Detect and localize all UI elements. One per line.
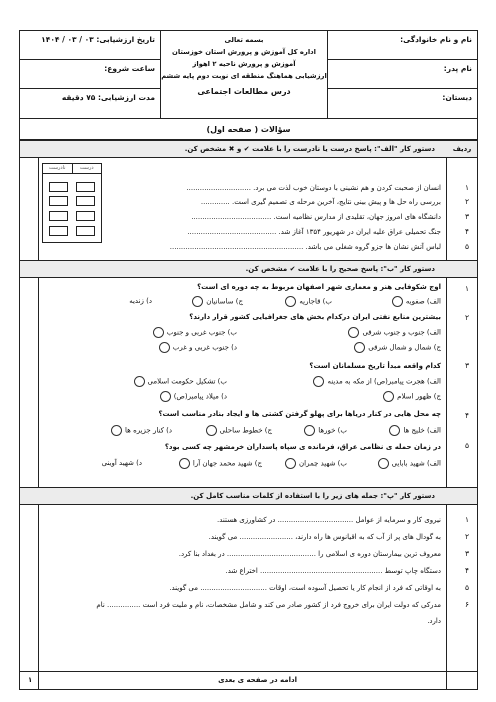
option[interactable] bbox=[189, 296, 243, 308]
row-number: ۴ bbox=[464, 227, 469, 236]
section-c-header bbox=[20, 487, 477, 505]
question-number: ۱ bbox=[464, 284, 469, 293]
fill-blank-sentence: مدرکی که دولت ایران برای خروج فرد از کشور صادر می کند و شامل مشخصات، نام و ملیت فرد است ............... نام bbox=[96, 601, 441, 609]
radio-circle[interactable] bbox=[354, 342, 365, 353]
radio-circle[interactable] bbox=[304, 425, 315, 436]
option[interactable] bbox=[203, 425, 272, 437]
page-footer bbox=[20, 671, 477, 689]
section-c-title: دستور کار "پ": جمله های زیر را با استفاده از کلمات مناسب کامل کن. bbox=[190, 492, 435, 500]
radio-circle[interactable] bbox=[159, 342, 170, 353]
false-label: نادرست bbox=[43, 164, 73, 173]
org-title: اداره کل آموزش و پرورش استان خوزستان bbox=[172, 48, 316, 56]
radio-circle[interactable] bbox=[313, 376, 324, 387]
question-text: چه محل هایی در کنار دریاها برای پهلو گرفتن کشتی ها و ایجاد بنادر مناسب است؟ bbox=[158, 410, 441, 418]
option[interactable] bbox=[380, 391, 441, 403]
option[interactable] bbox=[131, 376, 227, 388]
subject-title: درس مطالعات اجتماعی bbox=[197, 87, 291, 96]
tf-statement: لباس آتش نشان ها جزو گروه شغلی می باشد. ............................................................ bbox=[169, 243, 441, 251]
radio-circle[interactable] bbox=[392, 296, 403, 307]
questions-title: سؤالات ( صفحه اول) bbox=[20, 119, 477, 140]
option[interactable] bbox=[129, 296, 152, 307]
row-column-divider bbox=[446, 140, 447, 689]
option[interactable] bbox=[386, 425, 441, 437]
father-name-field: نام پدر: bbox=[328, 60, 477, 89]
option[interactable] bbox=[345, 327, 441, 339]
option[interactable] bbox=[282, 296, 332, 308]
true-checkbox[interactable] bbox=[76, 226, 95, 236]
true-checkbox[interactable] bbox=[76, 211, 95, 221]
fill-blank-sentence-continued: دارد. bbox=[427, 617, 441, 625]
tf-statement: دانشگاه های امروز جهان، تقلیدی از مدارس نظامیه است. .................................... bbox=[191, 213, 441, 221]
radio-circle[interactable] bbox=[206, 425, 217, 436]
row-number: ۲ bbox=[464, 532, 469, 541]
false-checkbox[interactable] bbox=[49, 211, 68, 221]
row-column-header: ردیف bbox=[452, 145, 472, 153]
question-number: ۴ bbox=[464, 411, 469, 420]
question-text: در زمان حمله ی نظامی عراق، فرمانده ی سپاه پاسداران خرمشهر چه کسی بود؟ bbox=[164, 443, 441, 451]
radio-circle[interactable] bbox=[153, 327, 164, 338]
option-label: د) جنوب غربی و غرب bbox=[172, 343, 237, 352]
exam-date: تاریخ ارزشیابی: ۰۳ / ۰۳ / ۱۴۰۴ bbox=[20, 31, 160, 60]
option-label: الف) خلیج ها bbox=[403, 426, 441, 435]
continue-note: ادامه در صفحه ی بعدی bbox=[218, 676, 297, 684]
option[interactable] bbox=[176, 458, 262, 470]
section-a-title: دستور کار "الف": پاسخ درست یا نادرست را با علامت ✔ و ✖ مشخص کن. bbox=[184, 145, 435, 153]
option-label: الف) صفویه bbox=[405, 297, 441, 306]
radio-circle[interactable] bbox=[285, 296, 296, 307]
false-checkbox[interactable] bbox=[49, 226, 68, 236]
row-number: ۵ bbox=[464, 242, 469, 251]
fill-blank-sentence: به گودال های پر از آب که به اقیانوس ها راه دارند، ........................ می گویند. bbox=[208, 533, 441, 541]
option[interactable] bbox=[389, 296, 441, 308]
option-label: د) کنار جزیره ها bbox=[125, 426, 172, 435]
option-label: ب) جنوب غربی و جنوب bbox=[166, 328, 237, 337]
option-label: ج) ظهور اسلام bbox=[397, 392, 441, 401]
true-checkbox[interactable] bbox=[76, 196, 95, 206]
exam-sheet bbox=[19, 30, 478, 690]
section-b-header bbox=[20, 260, 477, 278]
true-checkbox[interactable] bbox=[76, 182, 95, 192]
option-label: ب) خورها bbox=[318, 426, 347, 435]
option[interactable] bbox=[156, 342, 237, 354]
radio-circle[interactable] bbox=[179, 458, 190, 469]
row-number: ۳ bbox=[464, 212, 469, 221]
option-label: د) زندیه bbox=[129, 297, 152, 305]
option[interactable] bbox=[157, 391, 227, 403]
exam-title: ارزشیابی هماهنگ منطقه ای نوبت دوم پایه ششم bbox=[161, 72, 327, 80]
option[interactable] bbox=[375, 458, 441, 470]
option[interactable] bbox=[282, 458, 347, 470]
radio-circle[interactable] bbox=[389, 425, 400, 436]
bismillah: بسمه تعالی bbox=[224, 36, 264, 44]
exam-header bbox=[20, 31, 477, 119]
false-checkbox[interactable] bbox=[49, 182, 68, 192]
radio-circle[interactable] bbox=[160, 391, 171, 402]
question-text: بیشترین منابع نفتی ایران درکدام بخش های جغرافیایی کشور قرار دارند؟ bbox=[189, 313, 441, 321]
option-label: الف) جنوب و جنوب شرقی bbox=[362, 328, 441, 337]
student-name-field: نام و نام خانوادگی: bbox=[328, 31, 477, 60]
tf-grid-header bbox=[43, 164, 101, 174]
score-column-divider bbox=[38, 140, 39, 689]
radio-circle[interactable] bbox=[134, 376, 145, 387]
exam-meta bbox=[20, 31, 160, 119]
option[interactable] bbox=[108, 425, 172, 437]
section-a-header bbox=[20, 140, 477, 158]
question-number: ۵ bbox=[464, 441, 469, 450]
tf-statement: انسان از صحبت کردن و هم نشینی با دوستان خوب لذت می برد. ............................. bbox=[186, 184, 441, 192]
option-label: د) میلاد پیامبر(ص) bbox=[173, 392, 227, 401]
true-label: درست bbox=[79, 165, 94, 171]
radio-circle[interactable] bbox=[383, 391, 394, 402]
option[interactable] bbox=[351, 342, 441, 354]
option[interactable] bbox=[301, 425, 347, 437]
radio-circle[interactable] bbox=[348, 327, 359, 338]
false-checkbox[interactable] bbox=[49, 196, 68, 206]
row-number: ۱ bbox=[464, 183, 469, 192]
start-time: ساعت شروع: bbox=[20, 60, 160, 89]
student-info bbox=[327, 31, 477, 119]
fill-blank-sentence: معروف ترین بیمارستان دوره ی اسلامی را ........................................ در بغداد بنا کرد. bbox=[178, 550, 441, 558]
row-number: ۵ bbox=[464, 583, 469, 592]
row-number: ۱ bbox=[464, 515, 469, 524]
question-number: ۲ bbox=[464, 313, 469, 322]
option[interactable] bbox=[150, 327, 237, 339]
radio-circle[interactable] bbox=[192, 296, 203, 307]
row-number: ۳ bbox=[464, 549, 469, 558]
school-field: دبستان: bbox=[442, 93, 472, 102]
option-label: ب) تشکیل حکومت اسلامی bbox=[147, 377, 227, 386]
exam-duration: مدت ارزشیابی: ۷۵ دقیقه bbox=[61, 93, 155, 102]
question-text: کدام واقعه مبدأ تاریخ مسلمانان است؟ bbox=[309, 362, 441, 370]
option-label: ج) ساسانیان bbox=[206, 297, 243, 306]
true-false-grid bbox=[42, 163, 102, 243]
tf-statement: بررسی راه حل ها و پیش بینی نتایج، آخرین مرحله ی تصمیم گیری است. ............. bbox=[200, 198, 441, 206]
option-label: ج) شمال و شمال شرقی bbox=[368, 343, 441, 352]
tf-statement: جنگ تحمیلی عراق علیه ایران در شهریور ۱۳۵۴ آغاز شد. ........................................ bbox=[187, 228, 441, 236]
row-number: ۶ bbox=[464, 600, 469, 609]
option[interactable] bbox=[310, 376, 441, 388]
section-b-title: دستور کار "ب": پاسخ صحیح را با علامت ✔ مشخص کن. bbox=[245, 265, 435, 273]
option-label: ب) قاجاریه bbox=[299, 297, 332, 306]
fill-blank-sentence: دستگاه چاپ توسط ....................................................... اختراع شد. bbox=[225, 567, 441, 575]
row-number: ۴ bbox=[464, 566, 469, 575]
row-number: ۲ bbox=[464, 197, 469, 206]
radio-circle[interactable] bbox=[378, 458, 389, 469]
option-label: ب) شهید چمران bbox=[299, 459, 347, 468]
exam-org-info bbox=[160, 31, 327, 119]
option-label: ج) خطوط ساحلی bbox=[219, 426, 272, 435]
question-number: ۳ bbox=[464, 361, 469, 370]
question-text: اوج شکوفایی هنر و معماری شهر اصفهان مربوط به چه دوره ای است؟ bbox=[197, 283, 441, 291]
option-label: الف) شهید بابایی bbox=[391, 459, 441, 468]
page-number: ۱ bbox=[28, 676, 33, 684]
radio-circle[interactable] bbox=[111, 425, 122, 436]
option-label: الف) هجرت پیامبر(ص) از مکه به مدینه bbox=[327, 377, 441, 386]
radio-circle[interactable] bbox=[285, 458, 296, 469]
district-title: آموزش و پرورش ناحیه ۲ اهواز bbox=[192, 60, 296, 68]
option[interactable] bbox=[102, 458, 142, 469]
option-label: د) شهید آوینی bbox=[101, 459, 142, 467]
fill-blank-sentence: به اوقاتی که فرد از انجام کار یا تحصیل آسوده است، اوقات .............................. می گویند. bbox=[169, 584, 441, 592]
option-label: ج) شهید محمد جهان آرا bbox=[192, 459, 262, 468]
fill-blank-sentence: نیروی کار و سرمایه از عوامل .................................. در کشاورزی هستند. bbox=[217, 516, 441, 524]
